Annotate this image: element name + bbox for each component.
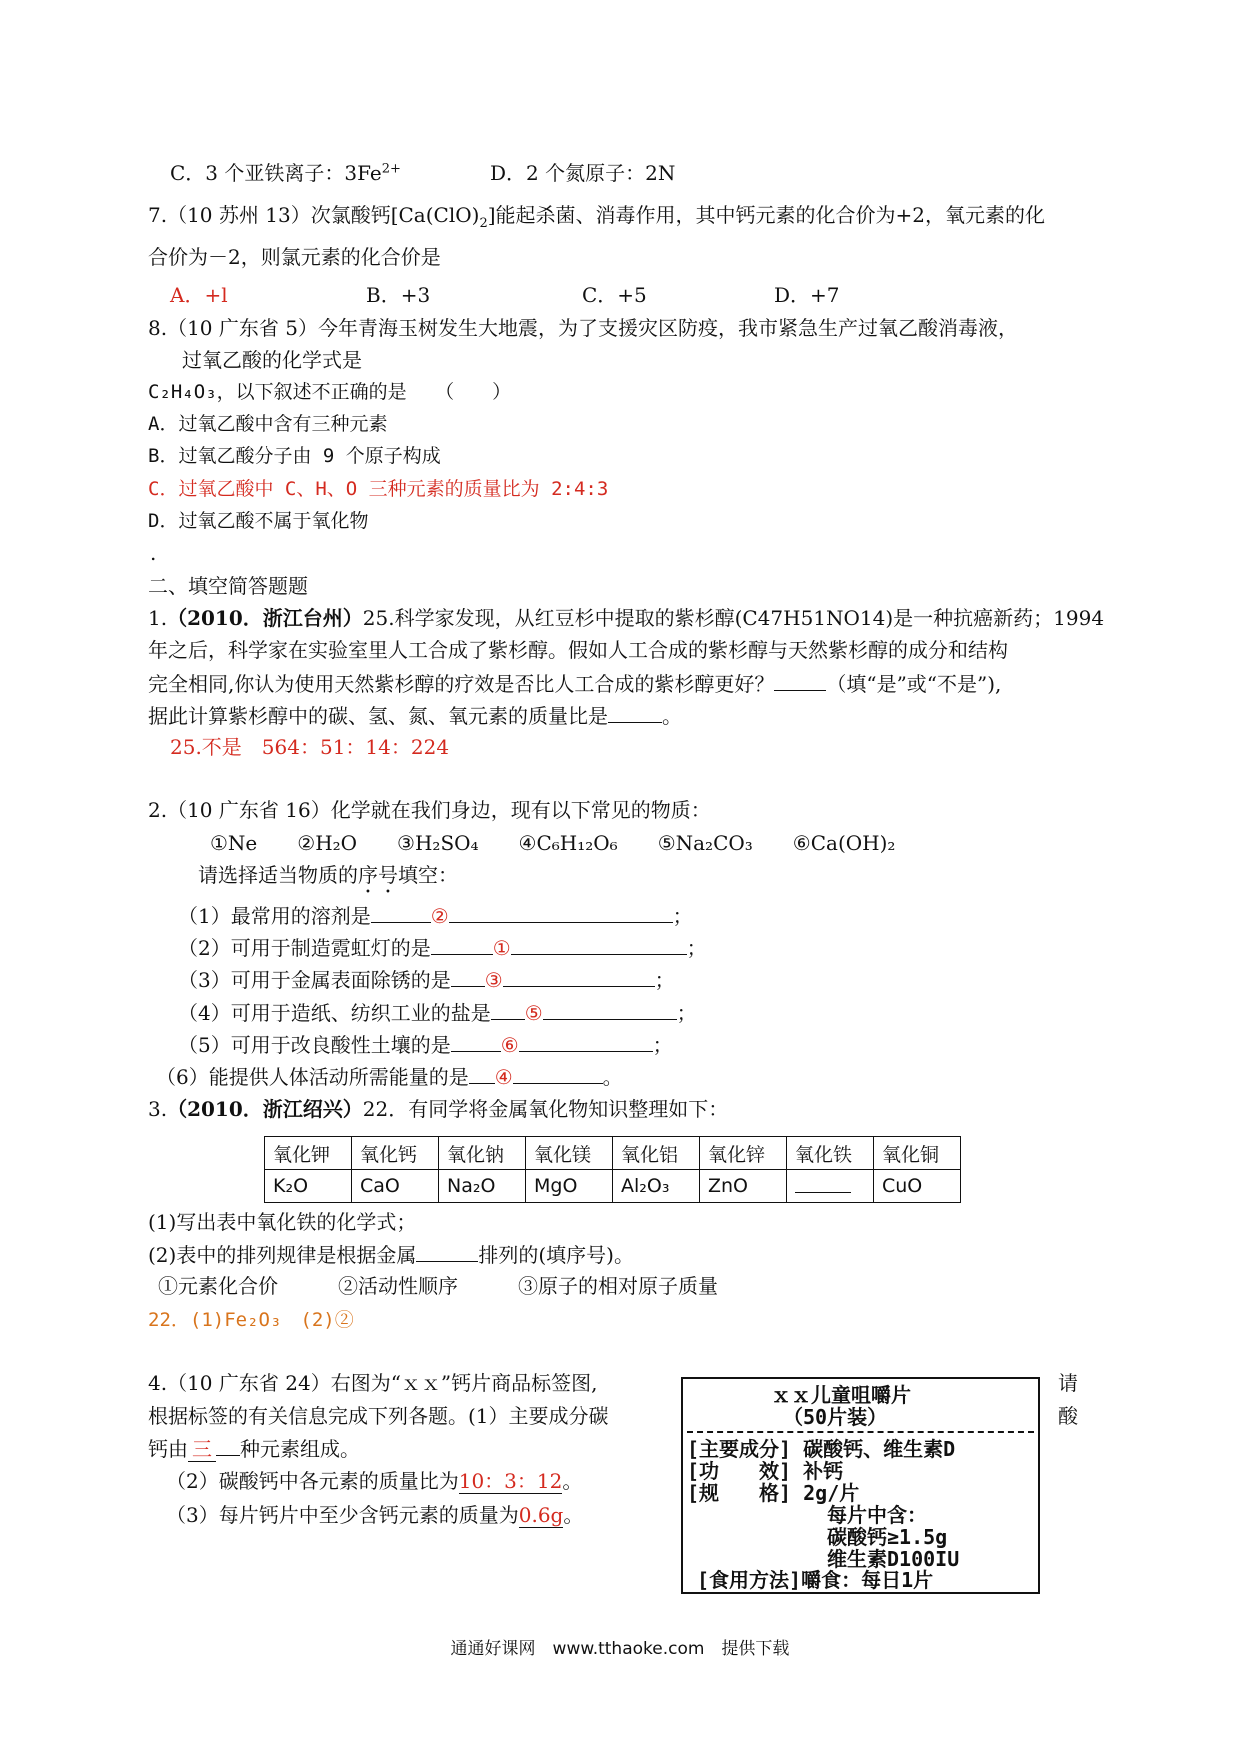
- option-d-nitrogen: D．2 个氮原子：2N: [490, 161, 676, 185]
- table-row: [265, 1137, 961, 1170]
- table-cell: Al₂O₃: [613, 1170, 700, 1203]
- label-usage: [食用方法]嚼食：每日1片: [697, 1568, 934, 1592]
- table-cell: ZnO: [700, 1170, 787, 1203]
- oxide-table: [264, 1136, 961, 1203]
- label-spec: [规 格] 2g/片: [687, 1481, 860, 1505]
- fq3-options: ①元素化合价 ②活动性顺序 ③原子的相对原子质量: [158, 1274, 718, 1298]
- q8-option-a: A．过氧乙酸中含有三种元素: [148, 413, 388, 435]
- q8-option-c: C．过氧乙酸中 C、H、O 三种元素的质量比为 2:4:3: [148, 478, 609, 500]
- fq4-q2: （2）碳酸钙中各元素的质量比为10：3：12。: [166, 1469, 583, 1493]
- fq4-line3: 钙由 三 种元素组成。: [148, 1437, 360, 1461]
- table-row: [265, 1170, 961, 1203]
- label-divider: [687, 1431, 1034, 1433]
- label-vitamin-d: 维生素D100IU: [827, 1547, 960, 1571]
- table-cell: Na₂O: [439, 1170, 526, 1203]
- fq1-answer: 25.不是 564：51：14：224: [170, 735, 450, 759]
- q7-option-d: D．+7: [774, 283, 840, 307]
- fq2-substances: ①Ne ②H₂O ③H₂SO₄ ④C₆H₁₂O₆ ⑤Na₂CO₃ ⑥Ca(OH)₂: [210, 831, 896, 855]
- label-title: ｘｘ儿童咀嚼片: [771, 1383, 911, 1407]
- fq4-q3: （3）每片钙片中至少含钙元素的质量为0.6g。: [166, 1503, 584, 1527]
- section-heading: 二、填空简答题题: [148, 574, 308, 598]
- fq3-q1: (1)写出表中氧化铁的化学式；: [148, 1210, 417, 1234]
- table-cell: CuO: [874, 1170, 961, 1203]
- table-cell: CaO: [352, 1170, 439, 1203]
- product-label-box: [681, 1377, 1040, 1594]
- fq1-line3: 完全相同,你认为使用天然紫杉醇的疗效是否比人工合成的紫杉醇更好？ （填“是”或“不是”),: [148, 672, 1002, 696]
- q8-line1: 8.（10 广东省 5）今年青海玉树发生大地震，为了支援灾区防疫，我市紧急生产过氧乙酸消毒液，: [148, 316, 1018, 340]
- q7-line1: 7.（10 苏州 13）次氯酸钙$[Ca(ClO)_2]$能起杀菌、消毒作用，其中钙元素的化合价为+2，氧元素的化: [148, 203, 1046, 231]
- fq3-answer: 22．(1)Fe₂O₃ (2)②: [148, 1309, 354, 1331]
- q7-option-a: A．+l: [170, 283, 228, 307]
- page-footer: 通通好课网 www.tthaoke.com 提供下载: [450, 1639, 790, 1659]
- label-subtitle: （50片装）: [783, 1405, 888, 1429]
- fq3-q2: (2)表中的排列规律是根据金属 排列的(填序号)。: [148, 1243, 634, 1267]
- fq2-item-3: （3）可用于金属表面除锈的是 ③ ；: [178, 968, 675, 992]
- table-cell: 氧化钙: [352, 1137, 439, 1170]
- fq2-item-5: （5）可用于改良酸性土壤的是 ⑥ ；: [178, 1033, 673, 1057]
- fq1-line4: 据此计算紫杉醇中的碳、氢、氮、氧元素的质量比是 。: [148, 704, 682, 728]
- label-effect: [功 效] 补钙: [687, 1459, 844, 1483]
- fq2-item-4: （4）可用于造纸、纺织工业的盐是 ⑤ ；: [178, 1001, 697, 1025]
- table-cell: 氧化铁: [787, 1137, 874, 1170]
- fq2-item-6: （6）能提供人体活动所需能量的是 ④ 。: [156, 1065, 623, 1089]
- table-cell: 氧化铜: [874, 1137, 961, 1170]
- fq2-line1: 2.（10 广东省 16）化学就在我们身边，现有以下常见的物质：: [148, 798, 711, 822]
- table-cell: 氧化镁: [526, 1137, 613, 1170]
- label-ingredients: [主要成分] 碳酸钙、维生素D: [687, 1437, 956, 1461]
- label-per-tablet: 每片中含：: [827, 1503, 927, 1527]
- q8-option-b: B．过氧乙酸分子由 9 个原子构成: [148, 445, 441, 467]
- table-cell: 氧化钾: [265, 1137, 352, 1170]
- fq4-side-char-2: 酸: [1058, 1404, 1078, 1428]
- q8-line2: 过氧乙酸的化学式是: [182, 348, 362, 372]
- q7-option-b: B．+3: [366, 283, 431, 307]
- fq2-item-2: （2）可用于制造霓虹灯的是 ① ；: [178, 936, 707, 960]
- q7-line2: 合价为－2，则氯元素的化合价是: [148, 245, 441, 269]
- fq1-line1: 1.（2010．浙江台州）25.科学家发现，从红豆杉中提取的紫杉醇(C47H51NO14)是一种抗癌新药；1994: [148, 606, 1105, 630]
- table-cell-blank: [787, 1170, 874, 1203]
- table-cell: 氧化钠: [439, 1137, 526, 1170]
- table-cell: 氧化铝: [613, 1137, 700, 1170]
- table-cell: 氧化锌: [700, 1137, 787, 1170]
- fq1-line2: 年之后，科学家在实验室里人工合成了紫杉醇。假如人工合成的紫杉醇与天然紫杉醇的成分和结构: [148, 638, 1008, 662]
- stray-dot: .: [150, 541, 157, 565]
- fq2-prompt: 请选择适当物质的序号填空：: [198, 863, 458, 887]
- fq4-line2: 根据标签的有关信息完成下列各题。(1）主要成分碳: [148, 1404, 609, 1428]
- fq4-line1: 4.（10 广东省 24）右图为“ｘｘ”钙片商品标签图,: [148, 1371, 598, 1395]
- option-c-ferrous: C．3 个亚铁离子：$3Fe^{2+}$: [170, 161, 401, 185]
- q8-option-d: D．过氧乙酸不属于氧化物: [148, 510, 369, 532]
- q7-option-c: C．+5: [582, 283, 647, 307]
- fq2-item-1: （1）最常用的溶剂是 ② ；: [178, 904, 693, 928]
- fq4-side-char-1: 请: [1058, 1371, 1078, 1395]
- table-cell: K₂O: [265, 1170, 352, 1203]
- label-calcium-carbonate: 碳酸钙≥1.5g: [827, 1525, 948, 1549]
- q8-line3: C₂H₄O₃，以下叙述不正确的是 （ ）: [148, 381, 512, 403]
- table-cell: MgO: [526, 1170, 613, 1203]
- fq3-line1: 3.（2010．浙江绍兴）22．有同学将金属氧化物知识整理如下：: [148, 1097, 729, 1121]
